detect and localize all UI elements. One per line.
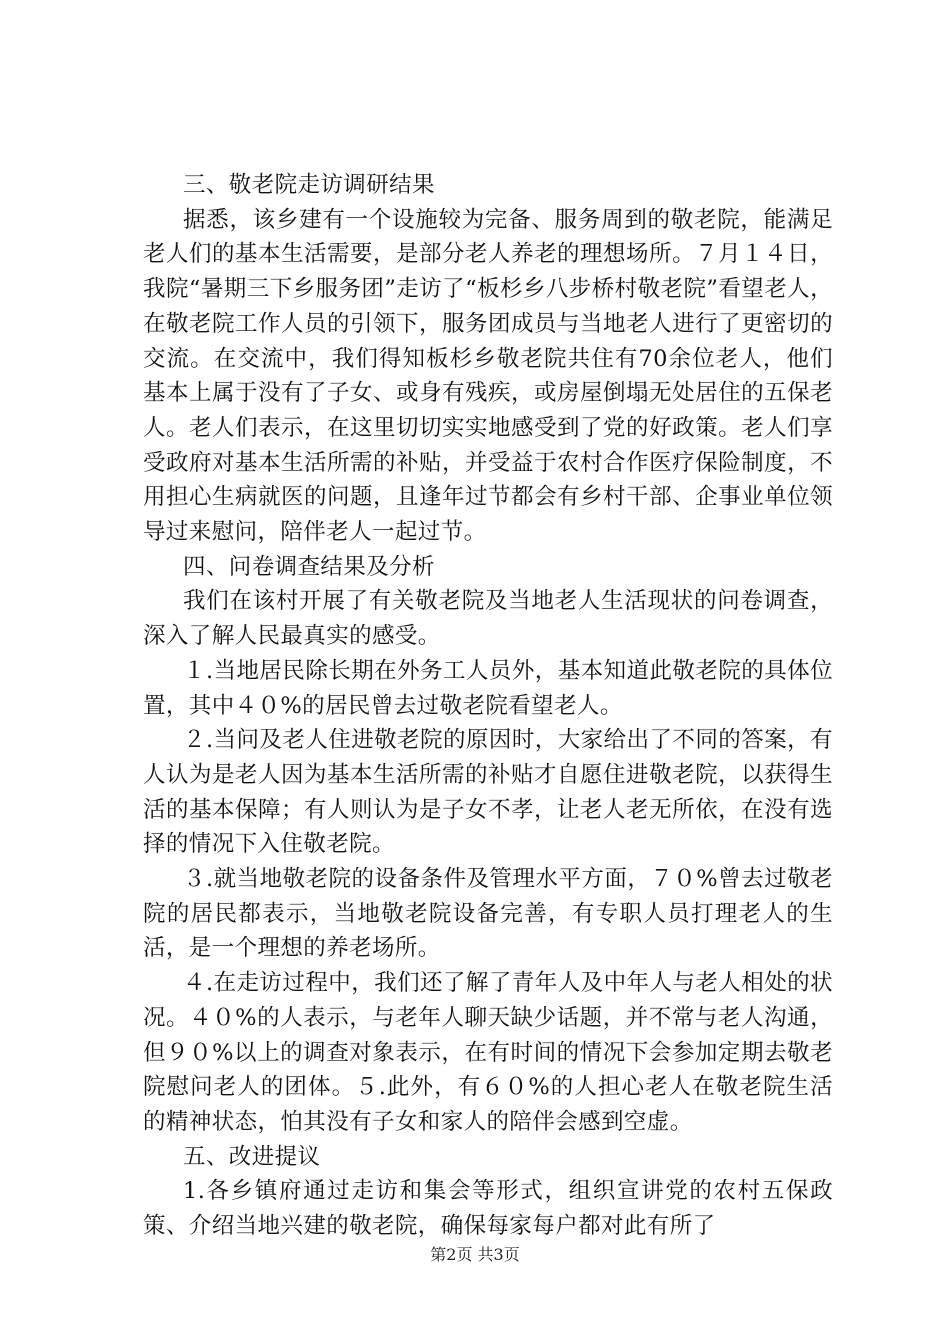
- paragraph-nursing-home-visit: 据悉，该乡建有一个设施较为完备、服务周到的敬老院，能满足老人们的基本生活需要，是部分老人养老的理想场所。７月１４日，我院“暑期三下乡服务团”走访了“板杉乡八步桥村敬老院”看望老人，在敬老院工作人员的引领下，服务团成员与当地老人进行了更密切的交流。在交流中，我们得知板杉乡敬老院共住有70余位老人，他们基本上属于没有了子女、或身有残疾，或房屋倒塌无处居住的五保老人。老人们表示，在这里切切实实地感受到了党的好政策。老人们享受政府对基本生活所需的补贴，并受益于农村合作医疗保险制度，不用担心生病就医的问题，且逢年过节都会有乡村干部、企事业单位领导过来慰问，陪伴老人一起过节。: [143, 206, 833, 546]
- paragraph-survey-intro: 我们在该村开展了有关敬老院及当地老人生活现状的问卷调查，深入了解人民最真实的感受。: [143, 588, 833, 650]
- page-number-footer: 第2页 共3页: [430, 1245, 520, 1264]
- paragraph-survey-item-3: ３.就当地敬老院的设备条件及管理水平方面，７０%曾去过敬老院的居民都表示，当地敬老院设备完善，有专职人员打理老人的生活，是一个理想的养老场所。: [143, 866, 833, 962]
- section-heading-three: 三、敬老院走访调研结果: [183, 172, 435, 198]
- document-body: [143, 168, 833, 1244]
- paragraph-survey-item-2: ２.当问及老人住进敬老院的原因时，大家给出了不同的答案，有人认为是老人因为基本生活所需的补贴才自愿住进敬老院，以获得生活的基本保障；有人则认为是子女不孝，让老人老无所依，在没有选择的情况下入住敬老院。: [143, 727, 833, 858]
- section-heading-four: 四、问卷调查结果及分析: [183, 553, 435, 580]
- paragraph-survey-item-4: ４.在走访过程中，我们还了解了青年人及中年人与老人相处的状况。４０%的人表示，与老年人聊天缺少话题，并不常与老人沟通，但９０%以上的调查对象表示，在有时间的情况下会参加定期去敬老院慰问老人的团体。５.此外，有６０%的人担心老人在敬老院生活的精神状态，怕其没有子女和家人的陪伴会感到空虚。: [143, 970, 833, 1135]
- paragraph-suggestion-1: 1.各乡镇府通过走访和集会等形式，组织宣讲党的农村五保政策、介绍当地兴建的敬老院，确保每家每户都对此有所了: [143, 1178, 833, 1240]
- paragraph-survey-item-1: １.当地居民除长期在外务工人员外，基本知道此敬老院的具体位置，其中４０%的居民曾去过敬老院看望老人。: [143, 657, 833, 719]
- section-heading-five: 五、改进提议: [183, 1143, 321, 1170]
